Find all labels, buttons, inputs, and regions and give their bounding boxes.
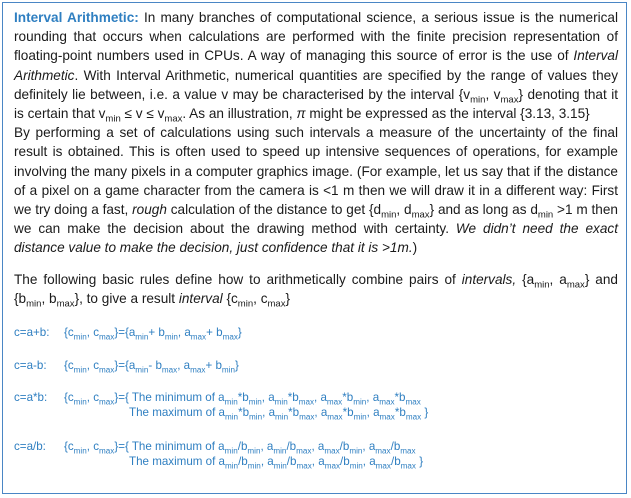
rule-label: c=a-b: (14, 359, 47, 372)
rule-label: c=a/b: (14, 440, 46, 453)
rule-label: c=a+b: (14, 326, 50, 339)
rule-subtraction (14, 358, 239, 373)
rule-addition (14, 325, 242, 340)
rule-formula: {$c_{min}$, $c_{max}\}=${ The minimum of $a_{min}/b_{min}$, $a_{min}/b_{max}$, $a_{max}/b_{min}$, $a_{max}/b_{max}$ (64, 440, 416, 456)
rules-intro: The following basic rules define how to arithmetically combine pairs of intervals, {$a_{min}$, $a_{max}$} and {$b_{min}$, $b_{max}$}, to give a result interval {$c_{min}$, $c_{max}$} (14, 272, 618, 310)
intro-paragraph (14, 8, 618, 258)
rule-division (14, 439, 423, 469)
rule-formula: {$c_{min}$, $c_{max}\}=\{a_{min}-$ $b_{max}$, $a_{max}+ b_{min}$} (64, 359, 239, 375)
intro-text: In many branches of computational science, a serious issue is the numerical rounding that occurs when calculations are performed with the finite precision representation of floating-point numbers used in CPUs. A way of managing this source of error is the use of Interval Arithmetic. With Interval Arithmetic, numerical quantities are specified by the range of values they definitely lie between, i.e. a value v may be characterised by the interval {$v_{min}$, $v_{max}$} denoting that it is certain that $v_{min} \le v \le v_{max}$. As an illustration, π might be expressed as the interval {3.13, 3.15} By performing a set of calculations using such intervals a measure of the uncertainty of the final result is obtained. This is often used to speed up intensive sequences of operations, for example involving the many pixels in a computer graphics image. (For example, let us say that if the distance of a pixel on a game character from the camera is <1 m then we will draw it in a different way: First we try doing a fast, rough calculation of the distance to get {$d_{min}$, $d_{max}$} and as long as $d_{min} >1$ m then we can make the decision about the drawing method with certainty. We didn’t need the exact distance value to make the decision, just confidence that it is >1m.) (14, 10, 618, 256)
section-title: Interval Arithmetic: (14, 10, 139, 25)
rule-formula-line2: The maximum of $a_{min}/b_{min}$, $a_{min}/b_{max}$, $a_{max}/b_{min}$, $a_{max}/b_{max}$ } (129, 455, 424, 471)
rule-formula: {$c_{min}$, $c_{max}\}=${ The minimum of $a_{min}*b_{min}$, $a_{min}*b_{max}$, $a_{max}*b_{min}$, $a_{max}*b_{max}$ (64, 391, 421, 407)
rule-formula-line2: The maximum of $a_{min}*b_{min}$, $a_{min}*b_{max}$, $a_{max}*b_{min}$, $a_{max}*b_{max}$ } (129, 406, 429, 422)
rule-formula: {$c_{min}$, $c_{max}\}=\{a_{min}+ b_{min}$, $a_{max}+ b_{max}$} (64, 326, 242, 342)
rule-label: c=a*b: (14, 391, 48, 404)
rule-multiplication (14, 390, 428, 420)
